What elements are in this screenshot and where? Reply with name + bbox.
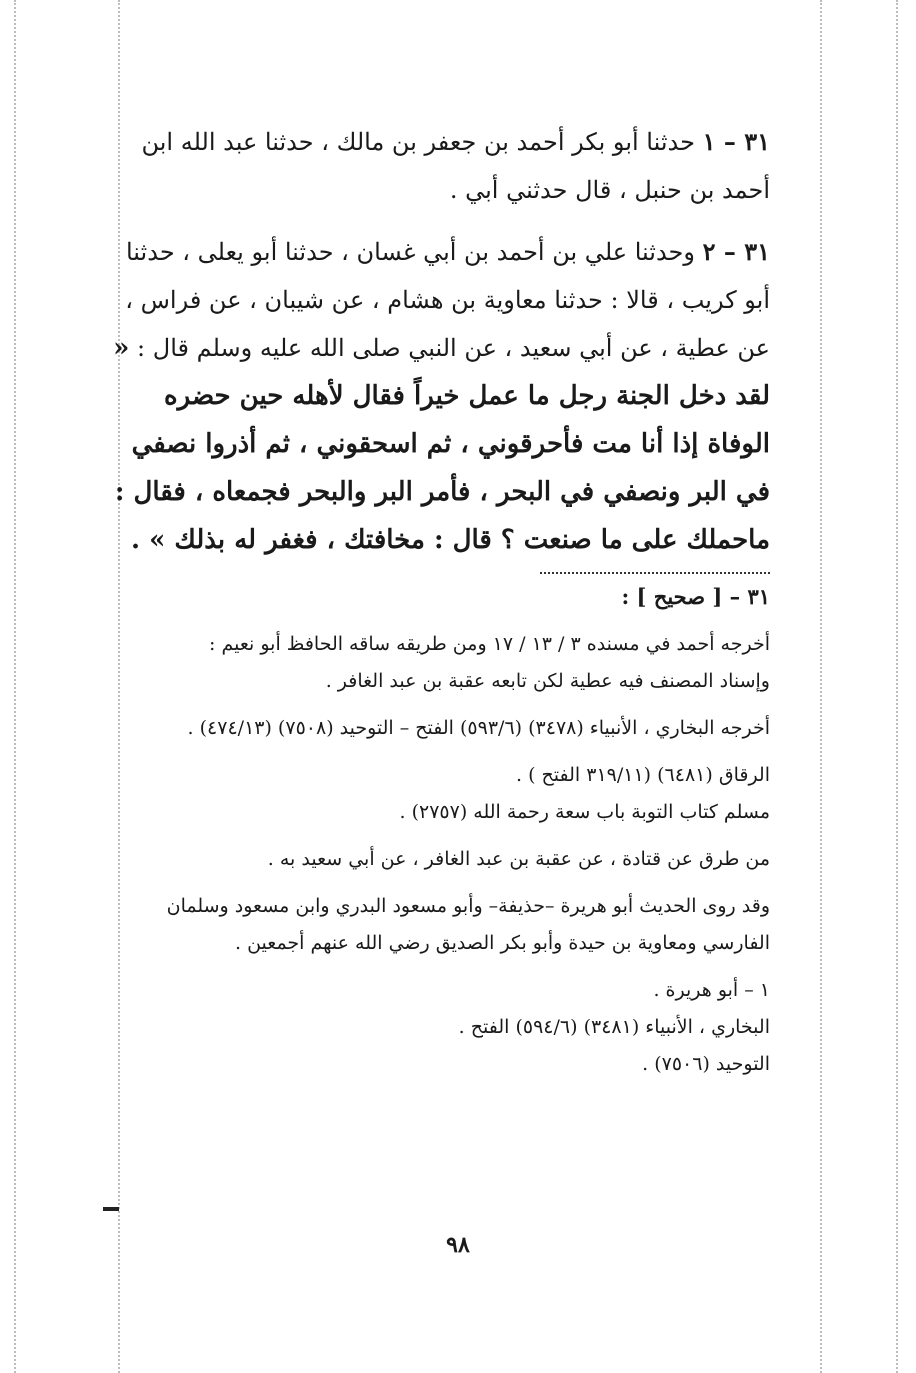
scan-edge-left: [14, 0, 16, 1373]
note-line: الرقاق (٦٤٨١) (٣١٩/١١ الفتح ) .: [515, 764, 770, 786]
note-block: [100, 626, 770, 700]
note-line: التوحيد (٧٥٠٦) .: [642, 1053, 770, 1075]
note-block: [100, 888, 770, 962]
note-line: وإسناد المصنف فيه عطية لكن تابعه عقبة بن عبد الغافر .: [325, 670, 770, 692]
hadith-1-number: ٣١ – ١: [702, 127, 770, 156]
note-line: وقد روى الحديث أبو هريرة –حذيفة– وأبو مسعود البدري وابن مسعود وسلمان الفارسي ومعاوية بن حيدة وأبو بكر الصديق رضي الله عنهم أجمعين .: [166, 895, 770, 954]
hadith-grade: ٣١ – [ صحيح ] :: [621, 584, 770, 609]
note-line: أخرجه أحمد في مسنده ٣ / ١٣ / ١٧ ومن طريقه ساقه الحافظ أبو نعيم :: [209, 633, 770, 655]
scan-edge-far-right: [896, 0, 898, 1373]
note-line: ١ – أبو هريرة .: [653, 979, 770, 1001]
note-block: [100, 757, 770, 831]
page-content: [100, 118, 770, 1093]
hadith-1: [100, 118, 770, 214]
hadith-2-chain: وحدثنا علي بن أحمد بن أبي غسان ، حدثنا أبو يعلى ، حدثنا أبو كريب ، قالا : حدثنا معاوية بن هشام ، عن شيبان ، عن فراس ، عن عطية ، عن أبي سعيد ، عن النبي صلى الله عليه وسلم قال :: [125, 238, 770, 362]
note-line: مسلم كتاب التوبة باب سعة رحمة الله (٢٧٥٧) .: [399, 801, 770, 823]
hadith-2-number: ٣١ – ٢: [702, 237, 770, 266]
note-line: البخاري ، الأنبياء (٣٤٨١) (٥٩٤/٦) الفتح .: [458, 1016, 770, 1038]
note-line: أخرجه البخاري ، الأنبياء (٣٤٧٨) (٥٩٣/٦) الفتح – التوحيد (٧٥٠٨) (٤٧٤/١٣) .: [187, 717, 770, 739]
note-block: [100, 841, 770, 878]
note-block: [100, 972, 770, 1083]
hadith-2-text: « لقد دخل الجنة رجل ما عمل خيراً فقال لأهله حين حضره الوفاة إذا أنا مت فأحرقوني ، ثم اسحقوني ، ثم أذروا نصفي في البر ونصفي في البحر ، فأمر البر والبحر فجمعاه ، فقال : ماحملك على ما صنعت ؟ قال : مخافتك ، فغفر له بذلك » .: [113, 333, 770, 555]
hadith-1-text: حدثنا أبو بكر أحمد بن جعفر بن مالك ، حدثنا عبد الله ابن أحمد بن حنبل ، قال حدثني أبي .: [141, 128, 770, 204]
footnote-divider: [540, 572, 770, 574]
page-number: ٩٨: [446, 1232, 470, 1258]
takhrij-notes: [100, 626, 770, 1083]
note-line: من طرق عن قتادة ، عن عقبة بن عبد الغافر ، عن أبي سعيد به .: [267, 848, 770, 870]
hadith-2: [100, 228, 770, 564]
margin-mark: [103, 1207, 119, 1211]
note-block: [100, 710, 770, 747]
scan-edge-right: [820, 0, 822, 1373]
